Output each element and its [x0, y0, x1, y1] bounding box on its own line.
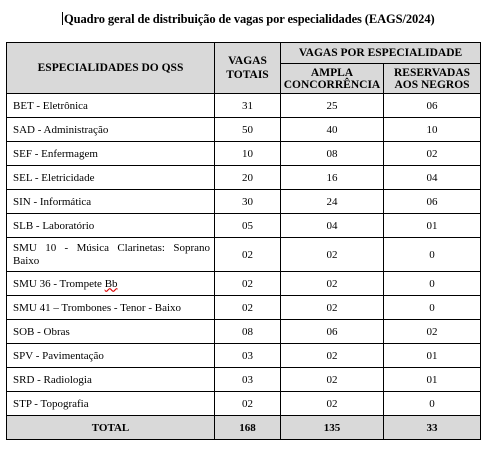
reservadas-value: 06 — [384, 190, 481, 214]
ampla-value: 02 — [281, 392, 384, 416]
reservadas-value: 01 — [384, 368, 481, 392]
ampla-value: 04 — [281, 214, 384, 238]
ampla-value: 40 — [281, 118, 384, 142]
total-ampla: 135 — [281, 416, 384, 440]
vagas-totais-value: 02 — [215, 392, 281, 416]
table-row — [7, 190, 481, 214]
vagas-totais-value: 05 — [215, 214, 281, 238]
ampla-value: 02 — [281, 296, 384, 320]
spellcheck-flagged-word: Bb — [104, 277, 118, 290]
reservadas-value: 04 — [384, 166, 481, 190]
table-row — [7, 368, 481, 392]
reservadas-value: 0 — [384, 296, 481, 320]
table-row — [7, 166, 481, 190]
table-row — [7, 214, 481, 238]
vagas-totais-value: 03 — [215, 368, 281, 392]
reservadas-value: 0 — [384, 272, 481, 296]
reservadas-value: 0 — [384, 392, 481, 416]
ampla-value: 02 — [281, 238, 384, 272]
total-vagas-totais: 168 — [215, 416, 281, 440]
vacancy-table — [6, 42, 481, 440]
especialidade-name: SPV - Pavimentação — [7, 344, 215, 368]
reservadas-value: 02 — [384, 320, 481, 344]
reservadas-value: 01 — [384, 344, 481, 368]
vagas-totais-value: 10 — [215, 142, 281, 166]
total-row — [7, 416, 481, 440]
vagas-totais-value: 20 — [215, 166, 281, 190]
table-row — [7, 296, 481, 320]
vagas-totais-value: 50 — [215, 118, 281, 142]
table-row — [7, 118, 481, 142]
ampla-value: 24 — [281, 190, 384, 214]
total-label: TOTAL — [7, 416, 215, 440]
title-text: Quadro geral de distribuição de vagas por especialidades (EAGS/2024) — [64, 12, 435, 26]
vagas-totais-value: 02 — [215, 238, 281, 272]
vagas-totais-value: 30 — [215, 190, 281, 214]
especialidade-name — [7, 272, 215, 296]
ampla-value: 06 — [281, 320, 384, 344]
header-especialidades: ESPECIALIDADES DO QSS — [7, 43, 215, 94]
vagas-totais-value: 02 — [215, 296, 281, 320]
reservadas-value: 01 — [384, 214, 481, 238]
especialidade-name: SMU 10 - Música Clarinetas: Soprano Baixo — [7, 238, 215, 272]
reservadas-value: 10 — [384, 118, 481, 142]
ampla-value: 02 — [281, 272, 384, 296]
especialidade-name: BET - Eletrônica — [7, 94, 215, 118]
especialidade-name: SLB - Laboratório — [7, 214, 215, 238]
document-title — [62, 12, 435, 27]
header-reservadas: RESERVADAS AOS NEGROS — [384, 64, 481, 94]
especialidade-name: STP - Topografia — [7, 392, 215, 416]
ampla-value: 25 — [281, 94, 384, 118]
table-row — [7, 320, 481, 344]
table-row — [7, 344, 481, 368]
table-row — [7, 392, 481, 416]
vagas-totais-value: 02 — [215, 272, 281, 296]
header-vagas-por-especialidade: VAGAS POR ESPECIALIDADE — [281, 43, 481, 64]
vagas-totais-value: 03 — [215, 344, 281, 368]
especialidade-name-prefix: SMU 36 - Trompete — [13, 277, 105, 290]
ampla-value: 16 — [281, 166, 384, 190]
especialidade-name: SOB - Obras — [7, 320, 215, 344]
ampla-value: 02 — [281, 368, 384, 392]
especialidade-name: SRD - Radiologia — [7, 368, 215, 392]
table-row — [7, 94, 481, 118]
especialidade-name: SEL - Eletricidade — [7, 166, 215, 190]
table-row — [7, 142, 481, 166]
reservadas-value: 02 — [384, 142, 481, 166]
table-row — [7, 238, 481, 272]
reservadas-value: 06 — [384, 94, 481, 118]
ampla-value: 08 — [281, 142, 384, 166]
ampla-value: 02 — [281, 344, 384, 368]
vagas-totais-value: 08 — [215, 320, 281, 344]
vagas-totais-value: 31 — [215, 94, 281, 118]
table-row — [7, 272, 481, 296]
especialidade-name: SAD - Administração — [7, 118, 215, 142]
reservadas-value: 0 — [384, 238, 481, 272]
especialidade-name: SMU 41 – Trombones - Tenor - Baixo — [7, 296, 215, 320]
header-ampla-concorrencia: AMPLA CONCORRÊNCIA — [281, 64, 384, 94]
total-reservadas: 33 — [384, 416, 481, 440]
header-vagas-totais: VAGAS TOTAIS — [215, 43, 281, 94]
text-cursor — [62, 12, 63, 25]
especialidade-name: SEF - Enfermagem — [7, 142, 215, 166]
especialidade-name: SIN - Informática — [7, 190, 215, 214]
